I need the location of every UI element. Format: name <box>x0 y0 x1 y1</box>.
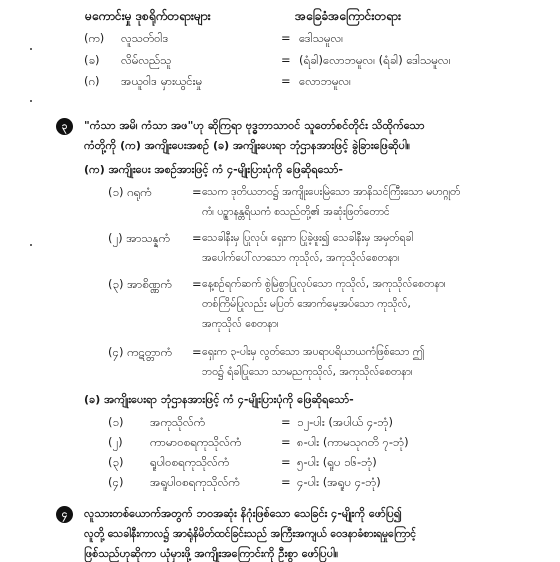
question-line: လူသားတစ်ယောက်အတွက် ဘဝအဆုံး နိဂုံးဖြစ်သော သေခြင်း ၄-မျိုးကို ဖော်ပြ၍ <box>84 507 403 520</box>
table-header-left: မကောင်းမှု ဒုစရိုက်တရားများ <box>85 9 211 23</box>
item-label: (၁) <box>108 415 124 429</box>
item-label: (၃) အာစိဏ္ဏကံ <box>108 277 172 291</box>
row-number: (ဂ) <box>84 74 100 88</box>
margin-dot <box>30 100 32 102</box>
item-label: (၄) <box>108 475 124 489</box>
question-line: လူတို့ သေခါနီးကာလ၌ အာရုံနိမိတ်ထင်ခြင်းသည် အကြီးအကျယ် ဝေဒနာခံစားရမှုကြောင့် <box>84 528 417 540</box>
margin-dot <box>30 48 32 50</box>
row-number: (ခ) <box>84 53 100 67</box>
item-name: ကာမာဝစရကုသိုလ်ကံ <box>150 435 242 449</box>
question-intro-line: "ကံသာ အမိ၊ ကံသာ အဖ"ဟု ဆိုကြရာ ဗုဒ္ဓဘာသာဝင် သူတော်စင်တိုင်း သိထိုက်သော <box>84 119 425 132</box>
item-value: ၁၂-ပါး (အပါယ် ၄-ဘုံ) <box>297 415 393 429</box>
question-line: ဖြစ်သည်ဟုဆိုကာ ယုံမှားဖို့ အကျိုးအကြောင်းကို ဦးစွာ ဖော်ပြပါ။ <box>84 547 339 560</box>
item-label: (၂) <box>108 435 123 449</box>
item-equals: = <box>281 415 291 429</box>
item-line: နေ့စဉ်ရက်ဆက် စွဲမြဲစွာပြုလုပ်သော ကုသိုလ်, အကုသိုလ်စေတနာ၊ <box>202 278 446 290</box>
item-equals: = <box>192 231 202 245</box>
item-label: (၂) အာသန္နကံ <box>108 231 170 245</box>
item-line: အပေါက်ပေါ်လာသော ကုသိုလ်, အကုသိုလ်စေတနာ၊ <box>202 252 400 264</box>
row-left: လိမ်လည်သူ <box>121 53 172 67</box>
item-line: တစ်ကြိမ်ပြုလည်း မပြတ် အောက်မေ့အပ်သော ကုသိုလ်, <box>202 298 411 310</box>
item-line: သေက ဒုတိယဘဝ၌ အကျိုးပေးမြဲသော အာနိသင်ကြီးသော မဟဂ္ဂုတ် <box>202 186 461 198</box>
row-right: ဒေါသမူလ၊ <box>299 31 344 45</box>
item-name: အကုသိုလ်ကံ <box>150 415 205 429</box>
item-equals: = <box>281 475 291 489</box>
row-equals: = <box>281 53 291 67</box>
row-right: လောဘမူလ၊ <box>299 74 351 88</box>
item-equals: = <box>192 345 202 359</box>
row-right: (ရံခါ)လောဘမူလ၊ (ရံခါ) ဒေါသမူလ၊ <box>299 53 451 67</box>
item-name: အရူပါဝစရကုသိုလ်ကံ <box>150 475 240 489</box>
question-intro-line: ကံတို့ကို (က) အကျိုးပေးအစဉ် (ခ) အကျိုးပေးရာ ဘုံဌာနအားဖြင့် ခွဲခြားဖြေဆိုပါ။ <box>84 139 411 152</box>
section-a-heading: (က) အကျိုးပေး အစဉ်အားဖြင့် ကံ ၄-မျိုးပြားပုံကို ဖြေဆိုရသော်- <box>84 163 343 176</box>
question-number-badge: ၃ <box>56 118 73 135</box>
item-line: သေခါနီးမှ ပြုလုပ်၊ ရှေးက ပြုခဲ့ဖူး၍ သေခါနီးမှ အမှတ်ရခါ <box>202 232 414 244</box>
row-number: (က) <box>84 31 105 45</box>
item-line: အကုသိုလ် စေတနာ၊ <box>202 318 279 330</box>
question-number-badge: ၄ <box>56 506 73 523</box>
item-equals: = <box>192 277 202 291</box>
item-line: ကံ၊ ပဉ္စာနန္တရိယကံ စသည်တို့၏ အဆုံးဖြတ်တောင် <box>202 206 390 218</box>
row-left: လူသတ်ဝါဒ <box>121 31 169 45</box>
item-equals: = <box>281 455 291 469</box>
section-b-heading: (ခ) အကျိုးပေးရာ ဘုံဌာနအားဖြင့် ကံ ၄-မျိုးပြားပုံကို ဖြေဆိုရသော်- <box>84 393 354 406</box>
item-line: ရှေးက ၃-ပါးမှ လွတ်သော အပရာပရိယာယကံဖြစ်သော ဤ <box>202 346 425 358</box>
item-value: ၅-ပါး (ရူပ ၁၆-ဘုံ) <box>297 455 377 469</box>
row-equals: = <box>281 31 291 45</box>
item-equals: = <box>281 435 291 449</box>
item-name: ရူပါဝစရကုသိုလ်ကံ <box>150 455 230 469</box>
item-value: ၄-ပါး (အရူပ ၄-ဘုံ) <box>297 475 381 489</box>
table-header-right: အခြေခံအကြောင်းတရား <box>295 9 401 23</box>
item-value: ၈-ပါး (ကာမသုဂတိ ၇-ဘုံ) <box>297 435 409 449</box>
row-equals: = <box>281 74 291 88</box>
item-label: (၃) <box>108 455 124 469</box>
row-left: အယူဝါဒ မှားယွင်းမှု <box>121 74 203 88</box>
item-label: (၁) ဂရုကံ <box>108 185 152 199</box>
item-label: (၄) ကဋတ္တာကံ <box>108 345 172 359</box>
margin-dot <box>30 244 32 246</box>
item-equals: = <box>192 185 202 199</box>
item-line: ဘဝ၌ ရံခါပြုသော သာမညကုသိုလ်, အကုသိုလ်စေတနာ၊ <box>202 366 413 378</box>
